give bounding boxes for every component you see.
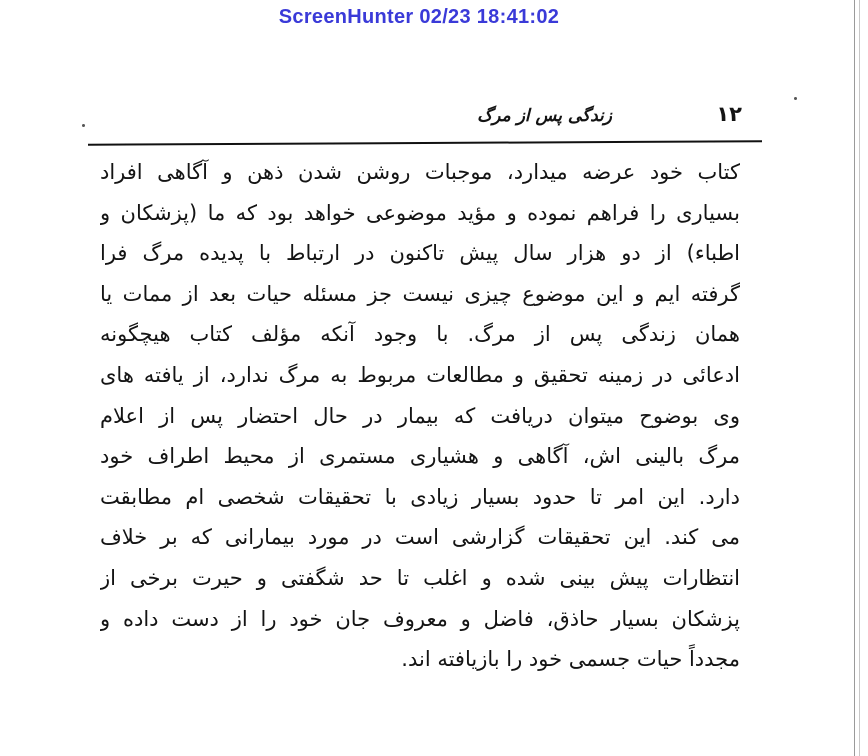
text-line: وی بوضوح میتوان دریافت که بیمار در حال احتضار پس از اعلام <box>100 403 740 428</box>
text-line: اطباء) از دو هزار سال پیش تاکنون در ارتباط با پدیده مرگ فرا <box>100 241 740 266</box>
screenhunter-watermark: ScreenHunter 02/23 18:41:02 <box>278 6 560 28</box>
text-line: می کند. این تحقیقات گزارشی است در مورد بیمارانی که بر خلاف <box>100 525 740 550</box>
text-line: کتاب خود عرضه میدارد، موجبات روشن شدن ذهن و آگاهی افراد <box>100 160 740 184</box>
text-line: دارد. این امر تا حدود بسیار زیادی با تحقیقات شخصی ام مطابقت <box>100 484 740 509</box>
running-title: زندگی پس از مرگ <box>477 106 612 126</box>
text-line: مجدداً حیات جسمی خود را بازیافته اند. <box>401 647 740 672</box>
text-line: ادعائی در زمینه تحقیق و مطالعات مربوط به مرگ ندارد، از یافته های <box>100 362 740 387</box>
header-rule <box>88 140 762 146</box>
scan-speck <box>794 97 797 100</box>
text-line: بسیاری را فراهم نموده و مؤید موضوعی خواهد بود که ما (پزشکان و <box>100 200 740 225</box>
scan-speck <box>82 124 85 127</box>
text-line: پزشکان بسیار حاذق، فاضل و معروف جان خود را از دست داده و <box>100 606 740 631</box>
page-header <box>88 98 762 144</box>
text-line: انتظارات پیش بینی شده و اغلب تا حد شگفتی و حیرت برخی از <box>100 565 740 590</box>
body-text <box>100 152 740 742</box>
text-line: مرگ بالینی اش، آگاهی و هشیاری مستمری از محیط اطراف خود <box>100 444 740 469</box>
text-line: همان زندگی پس از مرگ. با وجود آنکه مؤلف کتاب هیچگونه <box>100 322 740 347</box>
page-number: ۱۲ <box>716 102 742 126</box>
window-right-border <box>854 0 860 756</box>
text-line: گرفته ایم و این موضوع چیزی نیست جز مسئله حیات بعد از ممات یا <box>100 281 740 306</box>
